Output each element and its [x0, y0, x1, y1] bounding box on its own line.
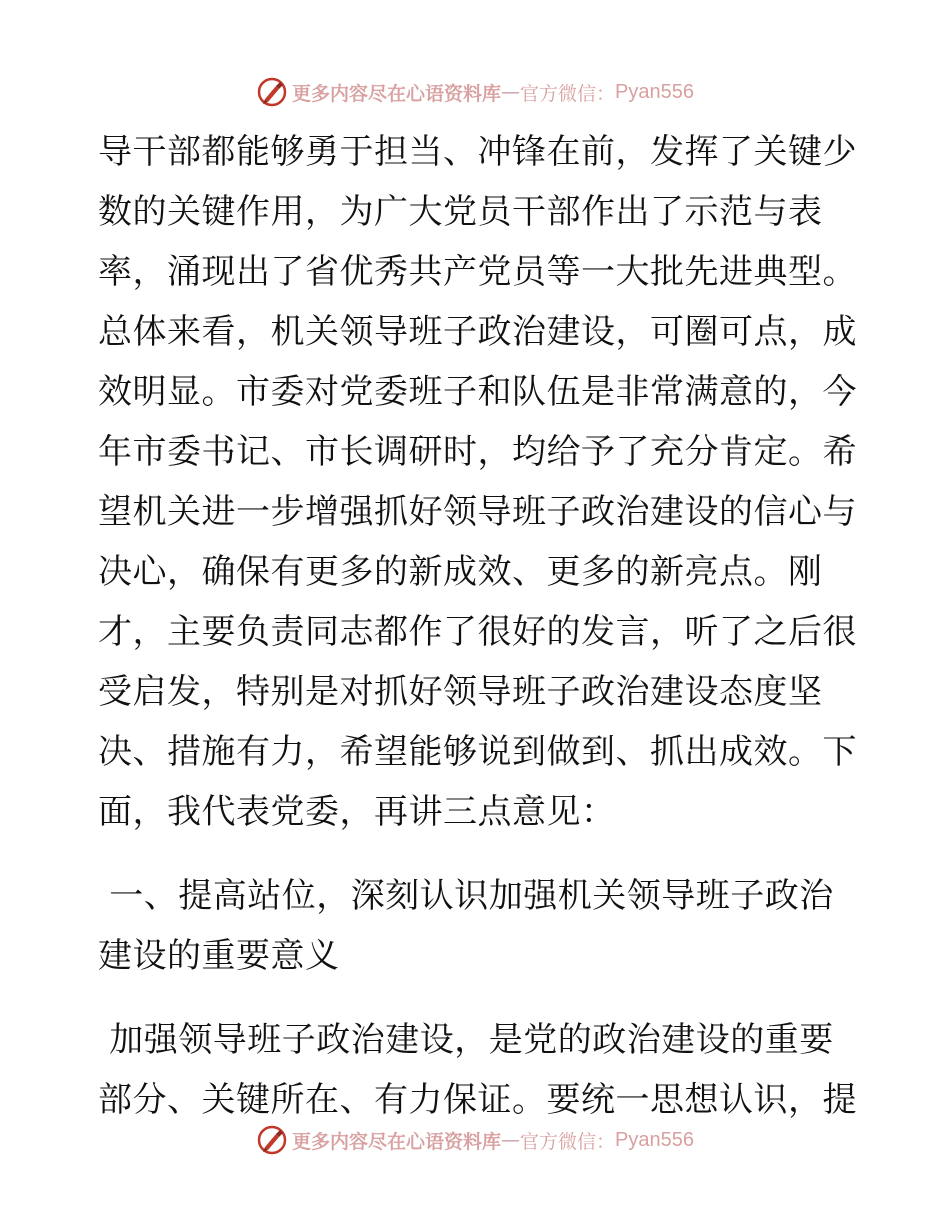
paragraph-gap	[98, 986, 858, 1010]
footer-banner	[0, 1120, 950, 1160]
header-wechat-label: 官方微信：	[520, 82, 616, 105]
footer-wechat-id: Pyan556	[615, 1128, 694, 1151]
footer-site-text: 更多内容尽在心语资料库	[292, 1130, 502, 1153]
document-body	[98, 122, 858, 1130]
text-line: 率，涌现出了省优秀共产党员等一大批先进典型。	[98, 252, 857, 292]
text-line: 望机关进一步增强抓好领导班子政治建设的信心与	[98, 492, 857, 532]
header-site-text: 更多内容尽在心语资料库	[292, 82, 502, 105]
heading-line: 建设的重要意义	[98, 936, 340, 976]
text-line: 数的关键作用，为广大党员干部作出了示范与表	[98, 192, 823, 232]
text-line: 面，我代表党委，再讲三点意见：	[98, 792, 616, 832]
text-line: 受启发，特别是对抓好领导班子政治建设态度坚	[98, 672, 823, 712]
text-line: 部分、关键所在、有力保证。要统一思想认识，提	[98, 1080, 857, 1120]
text-line: 年市委书记、市长调研时，均给予了充分肯定。希	[98, 432, 857, 472]
heading-line: 一、提高站位，深刻认识加强机关领导班子政治	[98, 876, 834, 916]
section-heading	[98, 866, 858, 986]
pen-logo-icon	[256, 76, 288, 108]
text-line: 总体来看，机关领导班子政治建设，可圈可点，成	[98, 312, 857, 352]
footer-dash: —	[501, 1129, 521, 1151]
text-line: 加强领导班子政治建设，是党的政治建设的重要	[98, 1020, 834, 1060]
paragraph-gap	[98, 842, 858, 866]
text-line: 决心，确保有更多的新成效、更多的新亮点。刚	[98, 552, 823, 592]
header-banner	[0, 72, 950, 112]
text-line: 决、措施有力，希望能够说到做到、抓出成效。下	[98, 732, 857, 772]
paragraph-2	[98, 1010, 858, 1130]
header-dash: —	[501, 81, 521, 103]
text-line: 才，主要负责同志都作了很好的发言，听了之后很	[98, 612, 857, 652]
footer-wechat-label: 官方微信：	[520, 1130, 616, 1153]
paragraph-1	[98, 122, 858, 842]
text-line: 导干部都能够勇于担当、冲锋在前，发挥了关键少	[98, 132, 857, 172]
text-line: 效明显。市委对党委班子和队伍是非常满意的，今	[98, 372, 857, 412]
header-wechat-id: Pyan556	[615, 80, 694, 103]
pen-logo-icon	[256, 1124, 288, 1156]
